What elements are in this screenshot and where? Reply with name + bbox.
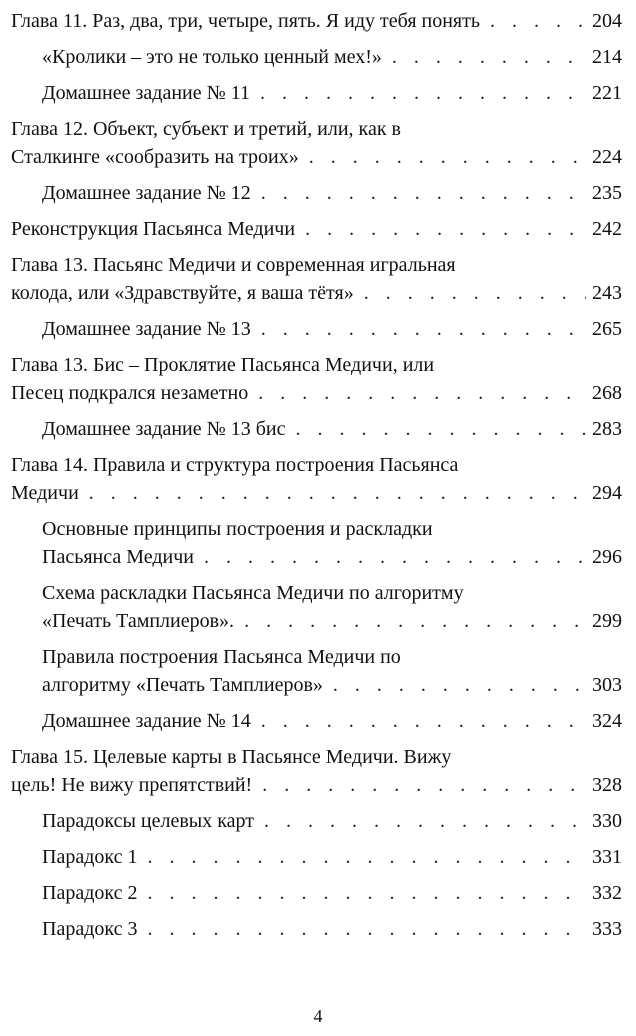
toc-entry-page: 328 xyxy=(592,774,622,796)
toc-entry-page: 283 xyxy=(592,418,622,440)
toc-entry-last-line xyxy=(42,79,622,107)
toc-entry-page: 331 xyxy=(592,846,622,868)
toc-entry-title: Домашнее задание № 13 бис xyxy=(42,418,286,440)
toc-entry-title-line: Глава 13. Бис – Проклятие Пасьянса Медичи, или xyxy=(11,354,435,376)
toc-entry-page: 294 xyxy=(592,482,622,504)
toc-entry[interactable] xyxy=(11,879,622,907)
page-number: 4 xyxy=(313,1006,323,1026)
toc-entry-last-line xyxy=(42,315,622,343)
toc-entry-title: Медичи xyxy=(11,482,79,504)
toc-entry-last-line xyxy=(42,707,622,735)
dot-leader xyxy=(364,279,586,307)
toc-entry-title: колода, или «Здравствуйте, я ваша тётя» xyxy=(11,282,354,304)
toc-entry-page: 324 xyxy=(592,710,622,732)
toc-entry-page: 235 xyxy=(592,182,622,204)
toc-entry[interactable] xyxy=(11,843,622,871)
toc-entry-last-line xyxy=(11,379,622,407)
dot-leader xyxy=(392,43,586,71)
toc-entry-page: 224 xyxy=(592,146,622,168)
dot-leader xyxy=(261,315,586,343)
dot-leader xyxy=(147,915,586,943)
toc-entry-title-line: Схема раскладки Пасьянса Медичи по алгоритму xyxy=(42,582,464,604)
toc-entry-title-line: Глава 15. Целевые карты в Пасьянсе Медичи. Вижу xyxy=(11,746,452,768)
toc-entry-title: алгоритму «Печать Тамплиеров» xyxy=(42,674,323,696)
dot-leader xyxy=(244,607,586,635)
toc-entry[interactable] xyxy=(11,579,622,635)
toc-entry-last-line xyxy=(11,479,622,507)
toc-entry-last-line xyxy=(42,671,622,699)
toc-entry-last-line xyxy=(11,771,622,799)
dot-leader xyxy=(264,807,586,835)
dot-leader xyxy=(295,415,586,443)
toc-entry-last-line xyxy=(42,179,622,207)
toc-entry-title-line: Основные принципы построения и раскладки xyxy=(42,518,433,540)
toc-entry-last-line xyxy=(11,143,622,171)
toc-entry-last-line xyxy=(42,915,622,943)
toc-entry-title: Домашнее задание № 12 xyxy=(42,182,251,204)
toc-entry[interactable] xyxy=(11,915,622,943)
dot-leader xyxy=(305,215,586,243)
dot-leader xyxy=(309,143,586,171)
toc-entry-title-line: Глава 14. Правила и структура построения Пасьянса xyxy=(11,454,459,476)
toc-entry-title: Сталкинге «сообразить на троих» xyxy=(11,146,299,168)
dot-leader xyxy=(147,843,586,871)
toc-entry-title: Парадоксы целевых карт xyxy=(42,810,254,832)
toc-entry-page: 299 xyxy=(592,610,622,632)
toc-entry-page: 242 xyxy=(592,218,622,240)
toc-entry[interactable] xyxy=(11,115,622,171)
toc-entry-page: 332 xyxy=(592,882,622,904)
toc-entry-page: 243 xyxy=(592,282,622,304)
toc-entry-title: «Кролики – это не только ценный мех!» xyxy=(42,46,382,68)
toc-entry-title-line: Правила построения Пасьянса Медичи по xyxy=(42,646,401,668)
toc-entry-title-line: Глава 12. Объект, субъект и третий, или, как в xyxy=(11,118,401,140)
dot-leader xyxy=(89,479,586,507)
toc-entry-last-line xyxy=(42,543,622,571)
toc-entry-title: Домашнее задание № 13 xyxy=(42,318,251,340)
toc-entry[interactable] xyxy=(11,643,622,699)
dot-leader xyxy=(262,771,586,799)
toc-entry-title: Реконструкция Пасьянса Медичи xyxy=(11,218,296,240)
toc-entry-last-line xyxy=(42,43,622,71)
toc-entry-last-line xyxy=(42,879,622,907)
toc-entry[interactable] xyxy=(11,7,622,35)
toc-entry[interactable] xyxy=(11,251,622,307)
toc-entry[interactable] xyxy=(11,315,622,343)
toc-entry-page: 333 xyxy=(592,918,622,940)
toc-entry[interactable] xyxy=(11,179,622,207)
dot-leader xyxy=(261,179,586,207)
toc-entry-last-line xyxy=(42,843,622,871)
toc-entry-page: 303 xyxy=(592,674,622,696)
toc-entry[interactable] xyxy=(11,707,622,735)
dot-leader xyxy=(204,543,586,571)
toc-entry-last-line xyxy=(11,215,622,243)
toc-entry-title: Песец подкрался незаметно xyxy=(11,382,249,404)
toc-entry-title: Парадокс 1 xyxy=(42,846,138,868)
toc-entry-page: 214 xyxy=(592,46,622,68)
toc-entry-last-line xyxy=(11,7,622,35)
toc-entry-title: Глава 11. Раз, два, три, четыре, пять. Я иду тебя понять xyxy=(11,10,480,32)
dot-leader xyxy=(490,7,586,35)
toc-entry-last-line xyxy=(42,415,622,443)
toc-entry[interactable] xyxy=(11,43,622,71)
toc-entry[interactable] xyxy=(11,515,622,571)
dot-leader xyxy=(147,879,586,907)
toc-entry-title: цель! Не вижу препятствий! xyxy=(11,774,253,796)
toc-entry[interactable] xyxy=(11,79,622,107)
toc-entry-page: 204 xyxy=(592,10,622,32)
toc-entry[interactable] xyxy=(11,415,622,443)
toc-entry-page: 330 xyxy=(592,810,622,832)
toc-entry[interactable] xyxy=(11,215,622,243)
toc-entry[interactable] xyxy=(11,807,622,835)
toc-entry-last-line xyxy=(42,607,622,635)
toc-entry-last-line xyxy=(11,279,622,307)
toc-entry-title: Домашнее задание № 14 xyxy=(42,710,251,732)
toc-entry[interactable] xyxy=(11,743,622,799)
toc-entry-title: Парадокс 2 xyxy=(42,882,138,904)
table-of-contents xyxy=(11,7,622,943)
toc-entry-title: Парадокс 3 xyxy=(42,918,138,940)
dot-leader xyxy=(333,671,586,699)
toc-entry-title: «Печать Тамплиеров». xyxy=(42,610,235,632)
toc-entry-title-line: Глава 13. Пасьянс Медичи и современная игральная xyxy=(11,254,456,276)
toc-entry-title: Пасьянса Медичи xyxy=(42,546,194,568)
toc-entry-page: 296 xyxy=(592,546,622,568)
toc-entry-page: 221 xyxy=(592,82,622,104)
dot-leader xyxy=(260,79,586,107)
toc-entry-page: 265 xyxy=(592,318,622,340)
toc-entry[interactable] xyxy=(11,351,622,407)
toc-entry-last-line xyxy=(42,807,622,835)
dot-leader xyxy=(258,379,586,407)
toc-entry[interactable] xyxy=(11,451,622,507)
dot-leader xyxy=(261,707,586,735)
toc-entry-title: Домашнее задание № 11 xyxy=(42,82,250,104)
toc-entry-page: 268 xyxy=(592,382,622,404)
